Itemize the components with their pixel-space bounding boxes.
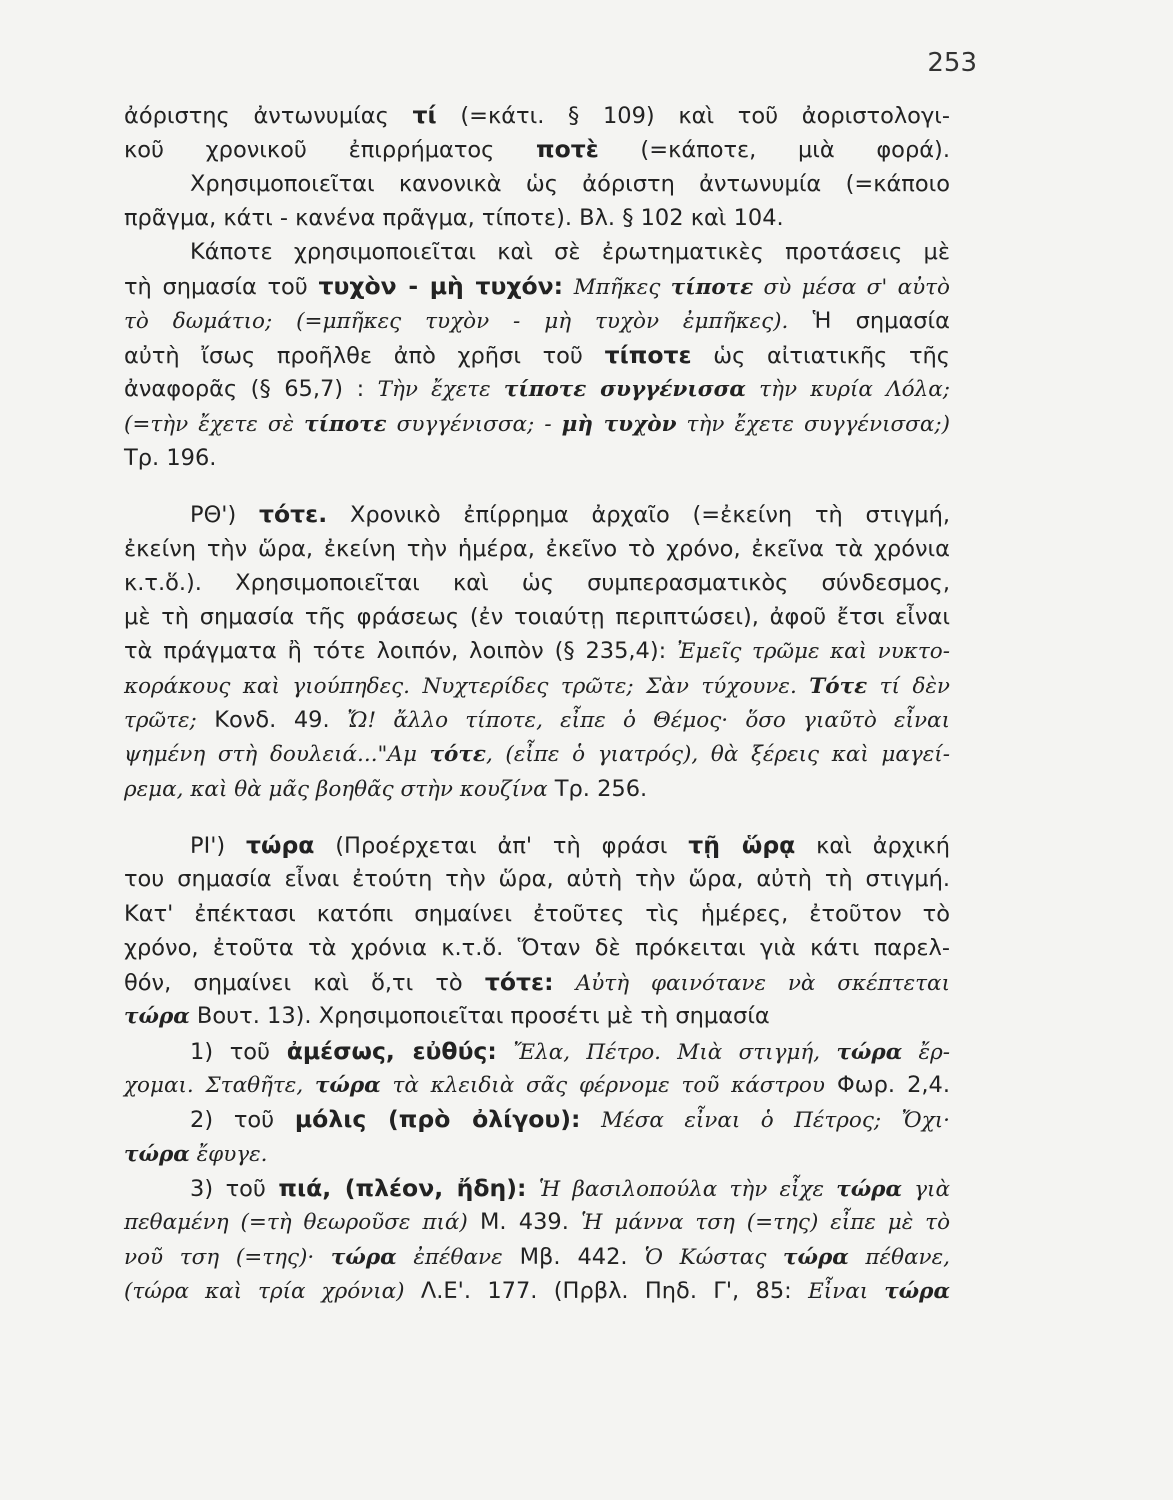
text-run: χρόνο, ἐτοῦτα τὰ χρόνια κ.τ.ὅ. Ὅταν δὲ πρόκειται γιὰ κάτι παρελ-: [124, 934, 950, 961]
text-line: [124, 372, 950, 406]
text-line: [124, 999, 950, 1033]
text-run: ΡΙ'): [190, 832, 247, 859]
text-run: συγγένισσα; -: [386, 411, 562, 437]
text-line: [124, 634, 950, 668]
body-text: [124, 98, 950, 1308]
text-run: τώρα: [314, 1073, 381, 1099]
text-run: Ἐμεῖς τρῶμε καὶ νυκτο-: [677, 639, 950, 665]
text-line: [124, 1137, 950, 1171]
text-run: τώρα: [884, 1278, 950, 1304]
text-run: Αὐτὴ φαινότανε νὰ σκέπτεται: [575, 971, 951, 997]
text-run: Εἶναι: [808, 1278, 885, 1304]
text-run: Κατ' ἐπέκτασι κατόπι σημαίνει ἐτοῦτες τὶς ἡμέρες, ἐτοῦτον τὸ: [124, 900, 950, 927]
text-line: [124, 132, 950, 166]
text-line: [124, 304, 950, 338]
text-run: 1) τοῦ: [190, 1038, 287, 1065]
text-run: ἀμέσως, εὐθύς:: [286, 1036, 497, 1065]
text-run: πέθανε,: [848, 1244, 950, 1270]
text-run: Μέσα εἶναι ὁ Πέτρος; Ὄχι·: [601, 1108, 950, 1134]
text-line: [124, 1274, 950, 1308]
text-run: τώρα: [836, 1176, 903, 1202]
text-line: [124, 441, 950, 475]
text-run: τίποτε: [604, 341, 692, 370]
text-run: ἐπέθανε: [396, 1244, 503, 1270]
text-run: τὴ σημασία τοῦ: [124, 274, 319, 301]
text-line: [124, 1171, 950, 1205]
text-run: Κάποτε χρησιμοποιεῖται καὶ σὲ ἐρωτηματικὲς προτάσεις μὲ: [190, 239, 950, 266]
text-run: Τότε: [809, 673, 868, 699]
text-line: [124, 269, 950, 303]
text-line: [124, 1102, 950, 1136]
text-run: χομαι. Σταθῆτε,: [124, 1073, 315, 1099]
text-run: ποτὲ: [536, 135, 599, 164]
text-run: ἔρ-: [902, 1039, 950, 1065]
text-run: ψημένη στὴ δουλειά..."Αμ: [124, 742, 430, 768]
text-line: [124, 338, 950, 372]
text-run: Τρ. 256.: [547, 775, 648, 802]
text-run: πρᾶγμα, κάτι - κανένα πρᾶγμα, τίποτε). Βλ. § 102 καὶ 104.: [124, 204, 784, 231]
text-run: ἀναφορᾶς (§ 65,7) :: [124, 376, 378, 403]
text-line: [124, 1205, 950, 1239]
text-run: τώρα: [246, 830, 315, 859]
text-run: κ.τ.ὅ.). Χρησιμοποιεῖται καὶ ὡς συμπερασματικὸς σύνδεσμος,: [124, 569, 950, 596]
text-line: [124, 532, 950, 566]
text-run: [497, 1039, 514, 1065]
text-run: Ἡ βασιλοπούλα τὴν εἶχε: [538, 1176, 837, 1202]
text-line: [124, 965, 950, 999]
text-line: [124, 772, 950, 806]
text-run: [563, 274, 574, 300]
text-run: τότε:: [484, 968, 554, 997]
text-line: [124, 1240, 950, 1274]
text-run: ΡΘ'): [190, 502, 260, 529]
text-run: τὴν ἔχετε συγγένισσα;): [676, 411, 951, 437]
text-run: (Προέρχεται ἀπ' τὴ φράσι: [314, 832, 689, 859]
text-run: τί δὲν: [867, 673, 950, 699]
text-run: καὶ ἀρχική: [795, 832, 950, 859]
text-run: κοῦ χρονικοῦ ἐπιρρήματος: [124, 137, 536, 164]
text-run: τώρα: [124, 1141, 190, 1167]
text-run: Ἡ σημασία: [788, 307, 950, 334]
text-run: Μ. 439.: [467, 1209, 582, 1236]
text-run: Φωρ. 2,4.: [824, 1072, 951, 1099]
text-run: γιὰ: [902, 1176, 950, 1202]
text-line: [124, 98, 950, 132]
text-line: [124, 931, 950, 965]
text-run: Ἡ μάννα τση (=της) εἶπε μὲ τὸ: [581, 1210, 951, 1236]
text-run: Μβ. 442.: [502, 1243, 645, 1270]
text-run: σὺ μέσα σ' αὐτὸ: [753, 275, 951, 301]
text-run: τώρα: [330, 1244, 397, 1270]
text-run: μὲ τὴ σημασία τῆς φράσεως (ἐν τοιαύτῃ περιπτώσει), ἀφοῦ ἔτσι εἶναι: [124, 604, 950, 631]
text-line: [124, 862, 950, 896]
text-run: Τρ. 196.: [124, 444, 217, 471]
text-run: , (εἶπε ὁ γιατρός), θὰ ξέρεις καὶ μαγεί-: [485, 742, 950, 768]
text-run: ὡς αἰτιατικῆς τῆς: [691, 343, 950, 370]
text-run: πεθαμένη (=τὴ θεωροῦσε πιά): [124, 1210, 468, 1236]
text-run: τὴν κυρία Λόλα;: [745, 377, 950, 403]
text-run: 2) τοῦ: [190, 1107, 295, 1134]
paragraph-gap: [124, 475, 950, 497]
text-run: τότε.: [259, 500, 328, 529]
text-run: ρεμα, καὶ θὰ μᾶς βοηθᾶς στὴν κουζίνα: [124, 776, 548, 802]
text-line: [124, 828, 950, 862]
text-line: [124, 897, 950, 931]
text-line: [124, 737, 950, 771]
text-run: νοῦ τση (=της)·: [124, 1244, 331, 1270]
text-run: τὰ πράγματα ἢ τότε λοιπόν, λοιπὸν (§ 235,4):: [124, 638, 678, 665]
text-run: τώρα: [783, 1244, 849, 1270]
text-line: [124, 1068, 950, 1102]
text-run: Κονδ. 49.: [196, 707, 348, 734]
text-run: τί: [412, 101, 437, 129]
page-number: 253: [927, 48, 977, 78]
text-run: τίποτε: [670, 275, 754, 301]
text-run: (=κάποτε, μιὰ φορά).: [598, 137, 950, 164]
text-run: ἔφυγε.: [189, 1141, 268, 1167]
paragraph-gap: [124, 806, 950, 828]
text-line: [124, 1034, 950, 1068]
text-run: τίποτε: [304, 411, 387, 437]
text-run: (=κάτι. § 109) καὶ τοῦ ἀοριστολογι-: [436, 103, 950, 129]
text-run: Βουτ. 13). Χρησιμοποιεῖται προσέτι μὲ τὴ σημασία: [189, 1003, 770, 1030]
text-run: τρῶτε;: [124, 708, 197, 734]
text-run: Λ.Ε'. 177. (Πρβλ. Πηδ. Γ', 85:: [404, 1277, 809, 1304]
text-run: πιά, (πλέον, ἤδη):: [278, 1173, 527, 1202]
text-run: Χρησιμοποιεῖται κανονικὰ ὡς ἀόριστη ἀντωνυμία (=κάποιο: [190, 170, 950, 197]
text-run: Ἔλα, Πέτρο. Μιὰ στιγμή,: [513, 1039, 837, 1065]
text-run: Ὤ! ἄλλο τίποτε, εἶπε ὁ Θέμος· ὅσο γιαῦτὸ εἶναι: [347, 708, 950, 734]
text-run: τὰ κλειδιὰ σᾶς φέρνομε τοῦ κάστρου: [380, 1073, 825, 1099]
text-run: ἀόριστης ἀντωνυμίας: [124, 103, 413, 129]
text-run: τυχὸν - μὴ τυχόν:: [318, 272, 564, 301]
text-run: αὐτὴ ἴσως προῆλθε ἀπὸ χρῆσι τοῦ: [124, 343, 605, 370]
text-run: [526, 1176, 539, 1202]
text-run: μὴ τυχὸν: [561, 411, 677, 437]
text-run: θόν, σημαίνει καὶ ὅ,τι τὸ: [124, 970, 485, 997]
text-run: τὸ δωμάτιο; (=μπῆκες τυχὸν - μὴ τυχὸν ἐμπῆκες).: [124, 308, 789, 334]
text-run: τώρα: [124, 1004, 190, 1030]
text-run: 3) τοῦ: [190, 1175, 279, 1202]
text-line: [124, 201, 950, 235]
text-line: [124, 669, 950, 703]
text-run: Τὴν ἔχετε: [377, 377, 504, 403]
text-run: ἐκείνη τὴν ὥρα, ἐκείνη τὴν ἡμέρα, ἐκεῖνο τὸ χρόνο, ἐκεῖνα τὰ χρόνια: [124, 535, 950, 562]
text-line: [124, 167, 950, 201]
text-run: (=τὴν ἔχετε σὲ: [124, 411, 305, 437]
text-run: τίποτε συγγένισσα: [503, 377, 746, 403]
text-run: μόλις (πρὸ ὀλίγου):: [294, 1105, 581, 1134]
text-run: [580, 1107, 601, 1133]
text-run: Χρονικὸ ἐπίρρημα ἀρχαῖο (=ἐκείνη τὴ στιγμή,: [327, 502, 950, 529]
text-line: [124, 235, 950, 269]
text-run: κοράκους καὶ γιούπηδες. Νυχτερίδες τρῶτε; Σὰν τύχουνε.: [124, 673, 810, 699]
text-run: (τώρα καὶ τρία χρόνια): [124, 1278, 405, 1304]
text-line: [124, 407, 950, 441]
text-run: του σημασία εἶναι ἐτούτη τὴν ὥρα, αὐτὴ τὴν ὥρα, αὐτὴ τὴ στιγμή.: [124, 866, 950, 893]
text-run: τότε: [429, 742, 486, 768]
text-line: [124, 566, 950, 600]
text-run: Μπῆκες: [573, 275, 671, 301]
text-line: [124, 703, 950, 737]
text-line: [124, 600, 950, 634]
text-run: Ὁ Κώστας: [644, 1244, 783, 1270]
text-run: [554, 970, 576, 996]
text-run: τώρα: [836, 1039, 903, 1065]
text-run: τῇ ὥρᾳ: [688, 830, 796, 859]
text-line: [124, 497, 950, 531]
